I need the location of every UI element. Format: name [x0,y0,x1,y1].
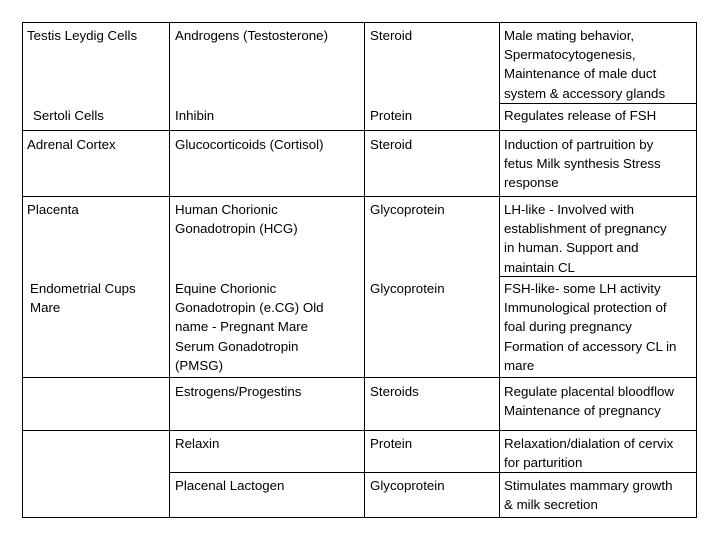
table-cell-chemistry: Steroids [370,384,419,399]
table-cell-source: Testis Leydig Cells [27,28,138,43]
table-cell-function: Regulates release of FSH [504,108,657,123]
table-cell-hormone: Androgens (Testosterone) [175,28,328,43]
table-cell-hormone: Relaxin [175,436,220,451]
table-cell-function: Relaxation/dialation of cervix for parturition [504,436,674,471]
table-cell-hormone: Estrogens/Progestins [175,384,302,399]
table-cell-chemistry: Glycoprotein [370,281,445,296]
table-cell-hormone: Equine Chorionic Gonadotropin (e.CG) Old name - Pregnant Mare Serum Gonadotropin (PMSG) [175,281,324,373]
row-divider [22,430,697,431]
table-cell-hormone: Glucocorticoids (Cortisol) [175,137,324,152]
table-cell-function: Stimulates mammary growth & milk secretion [504,478,673,513]
table-cell-chemistry: Steroid [370,137,413,152]
table-cell-source: Endometrial Cups Mare [30,281,136,316]
table-cell-chemistry: Glycoprotein [370,478,445,493]
table-cell-function: LH-like - Involved with establishment of pregnancy in human. Support and maintain CL [504,202,667,275]
table-cell-hormone: Placenal Lactogen [175,478,285,493]
table-cell-source: Adrenal Cortex [27,137,116,152]
row-divider [499,103,697,104]
table-cell-source: Placenta [27,202,79,217]
table-cell-hormone: Human Chorionic Gonadotropin (HCG) [175,202,298,237]
table-cell-function: Male mating behavior, Spermatocytogenesis, Maintenance of male duct system & accessory glands [504,28,666,101]
table-cell-function: Induction of partruition by fetus Milk synthesis Stress response [504,137,661,191]
table-cell-chemistry: Protein [370,436,413,451]
row-divider [22,196,697,197]
table-cell-chemistry: Glycoprotein [370,202,445,217]
table-cell-source: Sertoli Cells [33,108,104,123]
table-border-bottom [22,517,697,518]
table-cell-chemistry: Steroid [370,28,413,43]
table-cell-chemistry: Protein [370,108,413,123]
table-cell-function: FSH-like- some LH activity Immunological protection of foal during pregnancy Formation of accessory CL in mare [504,281,677,373]
column-divider-2 [364,22,365,518]
row-divider [22,130,697,131]
table-cell-function: Regulate placental bloodflow Maintenance of pregnancy [504,384,675,419]
table-cell-hormone: Inhibin [175,108,215,123]
table-border-right [696,22,697,518]
table-border-top [22,22,697,23]
column-divider-3 [499,22,500,518]
table-border-left [22,22,23,518]
column-divider-1 [169,22,170,518]
row-divider [22,377,697,378]
